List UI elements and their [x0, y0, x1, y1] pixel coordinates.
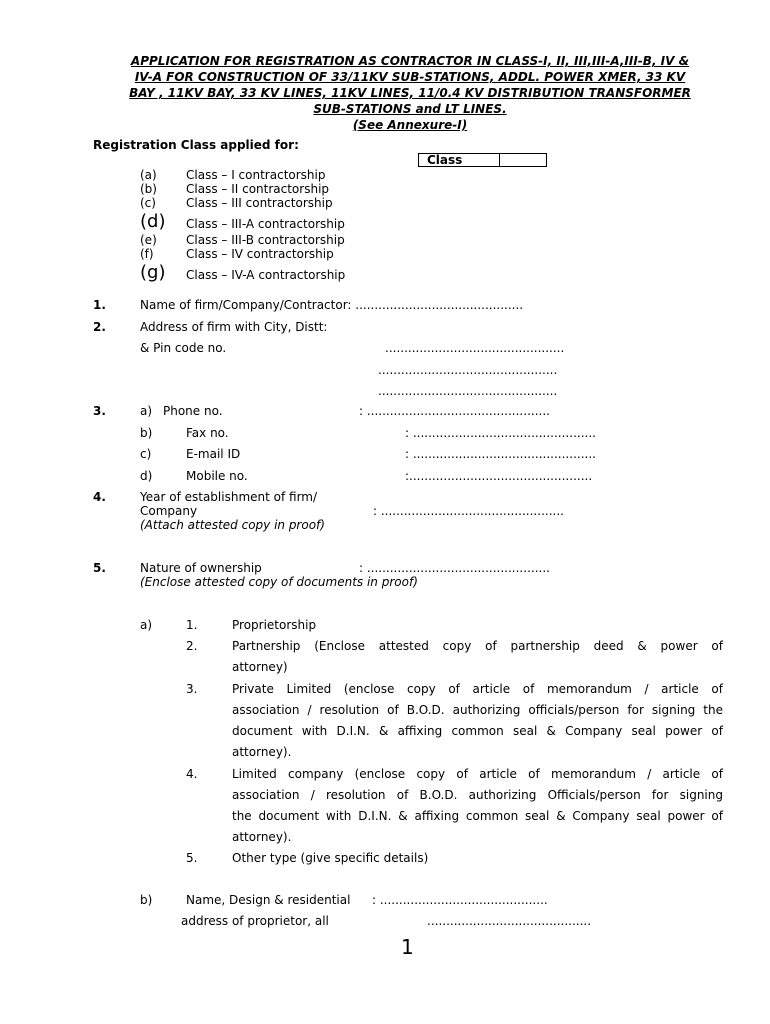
ownership-type: document with D.I.N. & affixing common seal & Company seal power of	[232, 724, 723, 738]
title-line: (See Annexure-I)	[352, 118, 468, 132]
class-text: Class – III-A contractorship	[186, 217, 345, 231]
email-label: E-mail ID	[186, 447, 241, 461]
ownership-type: attorney)	[232, 660, 288, 674]
item-number: 5.	[93, 561, 106, 575]
ownership-type: attorney).	[232, 745, 292, 759]
list-number: 1.	[186, 618, 198, 632]
sub-letter: b)	[140, 893, 153, 907]
proprietor-field[interactable]: ...........................................	[427, 914, 592, 928]
class-letter: (d)	[140, 211, 166, 232]
ownership-label: Nature of ownership	[140, 561, 262, 575]
list-number: 4.	[186, 767, 198, 781]
address-field[interactable]: ...............................................	[385, 341, 565, 355]
item-number: 3.	[93, 404, 106, 418]
address-field[interactable]: ...............................................	[378, 363, 558, 377]
sub-letter: a)	[140, 404, 153, 418]
class-letter: (e)	[140, 233, 157, 247]
title-line: SUB-STATIONS and LT LINES.	[313, 102, 507, 116]
sub-letter: d)	[140, 469, 153, 483]
document-title	[95, 53, 725, 133]
class-text: Class – I contractorship	[186, 168, 326, 182]
class-box-label: Class	[419, 154, 500, 166]
proprietor-label: Name, Design & residential	[186, 893, 351, 907]
pin-code-label: & Pin code no.	[140, 341, 227, 355]
ownership-type: Other type (give specific details)	[232, 851, 429, 865]
email-field[interactable]: : ................................................	[405, 447, 596, 461]
ownership-type: association / resolution of B.O.D. authorizing officials/person for signing the	[232, 703, 723, 717]
list-number: 3.	[186, 682, 198, 696]
item-number: 4.	[93, 490, 106, 504]
class-box	[418, 153, 547, 167]
ownership-note: (Enclose attested copy of documents in proof)	[140, 575, 418, 589]
address-label: Address of firm with City, Distt:	[140, 320, 328, 334]
class-text: Class – III contractorship	[186, 196, 333, 210]
ownership-type: Limited company (enclose copy of article of memorandum / article of	[232, 767, 723, 781]
list-number: 2.	[186, 639, 198, 653]
sub-letter: c)	[140, 447, 152, 461]
class-letter: (g)	[140, 262, 166, 283]
year-label: Company	[140, 504, 198, 518]
title-line: APPLICATION FOR REGISTRATION AS CONTRACTOR IN CLASS-I, II, III,III-A,III-B, IV &	[130, 54, 690, 68]
fax-field[interactable]: : ................................................	[405, 426, 596, 440]
sub-letter: b)	[140, 426, 153, 440]
firm-name-field[interactable]: Name of firm/Company/Contractor: ............................................	[140, 298, 524, 312]
ownership-type: attorney).	[232, 830, 292, 844]
registration-class-label: Registration Class applied for:	[93, 138, 299, 152]
title-line: IV-A FOR CONSTRUCTION OF 33/11KV SUB-STATIONS, ADDL. POWER XMER, 33 KV	[134, 70, 686, 84]
class-letter: (b)	[140, 182, 157, 196]
ownership-type: association / resolution of B.O.D. authorizing Officials/person for signing	[232, 788, 723, 802]
year-field[interactable]: : ................................................	[373, 504, 564, 518]
class-text: Class – IV contractorship	[186, 247, 334, 261]
ownership-type: Proprietorship	[232, 618, 317, 632]
ownership-type: Private Limited (enclose copy of article of memorandum / article of	[232, 682, 723, 696]
class-letter: (c)	[140, 196, 156, 210]
mobile-label: Mobile no.	[186, 469, 248, 483]
address-field[interactable]: ...............................................	[378, 384, 558, 398]
ownership-type: Partnership (Enclose attested copy of partnership deed & power of	[232, 639, 723, 653]
sub-letter: a)	[140, 618, 153, 632]
year-label: Year of establishment of firm/	[140, 490, 318, 504]
phone-label: Phone no.	[163, 404, 223, 418]
phone-field[interactable]: : ................................................	[359, 404, 550, 418]
class-letter: (a)	[140, 168, 157, 182]
ownership-field[interactable]: : ................................................	[359, 561, 550, 575]
class-box-value-field[interactable]	[500, 154, 546, 166]
item-number: 1.	[93, 298, 106, 312]
title-line: BAY , 11KV BAY, 33 KV LINES, 11KV LINES, 11/0.4 KV DISTRIBUTION TRANSFORMER	[129, 86, 691, 100]
list-number: 5.	[186, 851, 198, 865]
proprietor-label: address of proprietor, all	[181, 914, 329, 928]
class-letter: (f)	[140, 247, 154, 261]
class-text: Class – II contractorship	[186, 182, 330, 196]
proprietor-field[interactable]: : ............................................	[372, 893, 548, 907]
class-text: Class – III-B contractorship	[186, 233, 345, 247]
class-text: Class – IV-A contractorship	[186, 268, 346, 282]
mobile-field[interactable]: :................................................	[405, 469, 593, 483]
page-number: 1	[401, 935, 414, 959]
ownership-type: the document with D.I.N. & affixing common seal & Company seal power of	[232, 809, 723, 823]
fax-label: Fax no.	[186, 426, 229, 440]
year-note: (Attach attested copy in proof)	[140, 518, 325, 532]
item-number: 2.	[93, 320, 106, 334]
